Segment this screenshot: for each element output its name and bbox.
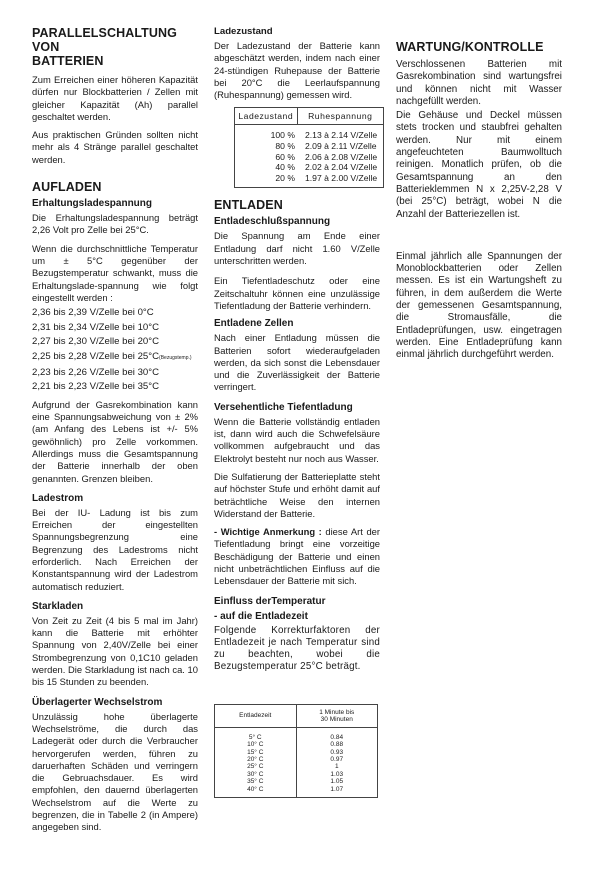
wartung-paragraph-2: Die Gehäuse und Deckel müssen stets trocken und staubfrei gehalten werden. Nur mit einem angefeuchteten Baumwolltuch reinigen. Monatlich prüfen, ob die Gesamtspannung an den Batterieklemmen N x 2,25V-2,28 V (bei 25°C) beträgt, wobei N die Anzahl der Batteriezellen ist.: [396, 110, 562, 220]
tiefentladung-paragraph-2: Die Sulfatierung der Batterieplatte steht auf höchster Stufe und erhöht damit auf beträchtliche Weise den internen Widerstand der Batterie.: [214, 470, 380, 519]
table-row: [235, 152, 384, 163]
table-row: [215, 771, 378, 778]
aufladen-heading: AUFLADEN: [32, 180, 102, 195]
table-cell-temp: 40° C: [215, 786, 297, 798]
table-row: [235, 173, 384, 184]
table-row: [215, 756, 378, 763]
table-cell-voltage: 2.02 à 2.04 V/Zelle: [305, 162, 378, 173]
voltage-item: 2,27 bis 2,30 V/Zelle bei 20°C: [32, 336, 160, 348]
starkladen-paragraph: Von Zeit zu Zeit (4 bis 5 mal im Jahr) kann die Batterie mit erhöhter Spannung von 2,40V/Zelle bei einer Strombegrenzung von 0,1C10 geladen werden. Die Starkladung ist nach ca. 10 bis 15 Stunden zu beenden.: [32, 614, 198, 688]
table-row: [215, 741, 378, 748]
tiefentladung-paragraph-1: Wenn die Batterie vollständig entladen ist, dann wird auch die Schwefelsäure vollkommen aufgebraucht und das Elektrolyt besteht nur noch aus Wasser.: [214, 415, 380, 464]
voltage-item-reference: [32, 350, 198, 366]
table-cell-state: 20 %: [275, 172, 295, 183]
erhaltung-heading: Erhaltungsladespannung: [32, 198, 153, 210]
ladestrom-heading: Ladestrom: [32, 492, 84, 504]
reference-note: (Bezugstemp.): [159, 354, 192, 361]
table-row: [215, 763, 378, 770]
table-row: [235, 141, 384, 152]
temperatur-heading-line1: Einfluss derTemperatur: [214, 595, 326, 607]
table-cell-temp: 10° C: [215, 741, 297, 748]
schluss-heading: Entladeschlußspannung: [214, 216, 331, 228]
table-cell-temp: 25° C: [215, 763, 297, 770]
column-left: [32, 26, 198, 840]
wartung-paragraph-3: Einmal jährlich alle Spannungen der Monoblockbatterien oder Zellen messen. Es ist ein Wartungsheft zu führen, in dem außerdem die Werte der gemessenen Gesamtspannung, die Stromausfälle, die Entladeprüfungen, usw. eingetragen werden. Eine Entladeprüfung kann einmal jährlich durchgeführt werden.: [396, 250, 562, 361]
table-row: [215, 727, 378, 741]
header-duration-line2: 30 Minuten: [320, 715, 353, 723]
erhaltung-paragraph-3: Aufgrund der Gasrekombination kann eine Spannungsabweichung von ± 2% (am Anfang des Lebens ist +/- 5% gewöhnlich) pro Zelle vorkommen. Allerdings muss die Gesamtspannung der Batterie innerhalb der oben genannten. Grenzen bleiben.: [32, 398, 198, 484]
table-cell-factor: 1.05: [330, 778, 344, 786]
parallel-paragraph-1: Zum Erreichen einer höheren Kapazität dürfen nur Blockbatterien / Zellen mit gleicher Kapazität (Ah) parallel geschaltet werden.: [32, 74, 198, 122]
anmerkung-label: - Wichtige Anmerkung :: [214, 526, 322, 538]
table-cell-voltage: 1.97 à 2.00 V/Zelle: [305, 172, 378, 183]
parallel-heading: [32, 26, 198, 68]
entladene-paragraph: Nach einer Entladung müssen die Batterien sofort wiederaufgeladen werden, da sich sonst die Lebensdauer und die Zuverlässigkeit der Batterie verringert.: [214, 332, 380, 393]
table-row: [215, 749, 378, 756]
table-cell-state: 60 %: [275, 151, 295, 162]
table-header-entladezeit: Entladezeit: [215, 704, 297, 727]
voltage-list: [32, 306, 198, 395]
ladezustand-paragraph: Der Ladezustand der Batterie kann abgeschätzt werden, indem nach einer 24-stündigen Ruhepause der Batterie bei 20°C die Leerlaufspannung (Ruhespannung) gemessen wird.: [214, 40, 380, 101]
table-cell-voltage: 2.09 à 2.11 V/Zelle: [305, 141, 377, 152]
tiefentladung-heading: Versehentliche Tiefentladung: [214, 401, 353, 413]
table-header-row: [215, 704, 378, 727]
table-header-duration: [296, 704, 378, 727]
schluss-paragraph-2: Ein Tiefentladeschutz oder eine Zeitschaltuhr können eine unzulässige Tiefentladung der Batterie verhindern.: [214, 275, 380, 311]
table-cell-factor: 0.84: [330, 733, 344, 741]
table-cell-state: 40 %: [275, 162, 295, 173]
table-header-ladezustand: Ladezustand: [235, 108, 298, 125]
table-header-ruhespannung: Ruhespannung: [297, 108, 384, 125]
table-row: [215, 786, 378, 798]
anmerkung-paragraph: [214, 526, 380, 587]
table-cell-temp: 20° C: [215, 756, 297, 763]
table-row: [215, 778, 378, 785]
starkladen-heading: Starkladen: [32, 600, 84, 612]
voltage-item: 2,21 bis 2,23 V/Zelle bei 35°C: [32, 381, 160, 393]
ladestrom-paragraph: Bei der IU- Ladung ist bis zum Erreichen der eingestellten Spannungsbegrenzung eine Begrenzung des Ladestroms nicht erforderlich. Nach Erreichen der Konstantspannung wird der Ladestrom automatisch reduziert.: [32, 506, 198, 592]
erhaltung-paragraph-1: Die Erhaltungsladespannung beträgt 2,26 Volt pro Zelle bei 25°C.: [32, 212, 198, 236]
wartung-heading: WARTUNG/KONTROLLE: [396, 40, 544, 54]
header-duration-line1: 1 Minute bis: [319, 708, 355, 716]
table-cell-temp: 15° C: [215, 749, 297, 756]
wechselstrom-paragraph: Unzulässig hohe überlagerte Wechselströme, die durch das Ladegerät oder durch die Verbraucher hervorgerufen werden, führen zu daruerhaften Schäden und verringern die Gebruachsdauer. Es wird empfohlen, den dauernd überlagerten Wechselstrom auf die Werte zu begrenzen, die in Tabelle 2 (in Ampere) angegeben sind.: [32, 710, 198, 833]
table-cell-temp: 5° C: [215, 727, 297, 741]
table-row: [235, 130, 384, 141]
wartung-paragraph-1: Verschlossenen Batterien mit Gasrekombination sind wartungsfrei und können nicht mit Wasser nachgefüllt werden.: [396, 59, 562, 107]
parallel-paragraph-2: Aus praktischen Gründen sollten nicht mehr als 4 Stränge parallel geschaltet werden.: [32, 129, 198, 165]
table-cell-factor: 0.93: [330, 748, 344, 756]
entladene-heading: Entladene Zellen: [214, 318, 294, 330]
temperatur-paragraph: Folgende Korrekturfaktoren der Entladezeit je nach Temperatur sind zu beachten, wobei die Bezugstemperatur 25°C beträgt.: [214, 624, 380, 673]
table-cell-voltage: 2.13 à 2.14 V/Zelle: [305, 130, 378, 141]
voltage-item: 2,23 bis 2,26 V/Zelle bei 30°C: [32, 366, 160, 378]
wechselstrom-heading: Überlagerter Wechselstrom: [32, 696, 163, 708]
erhaltung-paragraph-2: Wenn die durchschnittliche Temperatur um ± 5°C gegenüber der Bezugstemperatur schwankt, muss die Erhaltungslade-spannung wie folgt eingestellt werden :: [32, 242, 198, 303]
temperature-factor-table: [214, 704, 378, 798]
table-row: [235, 162, 384, 173]
temperatur-heading: [214, 596, 380, 623]
table-cell-temp: 30° C: [215, 771, 297, 778]
table-cell-factor: 1.07: [330, 785, 344, 793]
anmerkung-text: diese Art der Tiefentladung bringt eine vorzeitige Beschädigung der Batterie und einen nicht unbeträchtlichen Einfluss auf die Lebensdauer der Batterie mit sich.: [214, 526, 380, 587]
voltage-item: 2,31 bis 2,34 V/Zelle bei 10°C: [32, 321, 160, 333]
parallel-heading-line1: PARALLELSCHALTUNG VON: [32, 26, 177, 54]
table-cell-factor: 0.97: [330, 755, 344, 763]
table-cell-factor: 1: [334, 763, 339, 771]
table-cell-factor: 0.88: [330, 741, 344, 749]
table-cell-state: 80 %: [275, 141, 295, 152]
charge-state-table: [234, 107, 384, 188]
voltage-item-text: 2,25 bis 2,28 V/Zelle bei 25°C: [32, 350, 160, 362]
column-middle: [214, 26, 380, 798]
temperatur-heading-line2: - auf die Entladezeit: [214, 610, 308, 622]
table-cell-temp: 35° C: [215, 778, 297, 785]
table-cell-voltage: 2.06 à 2.08 V/Zelle: [305, 151, 378, 162]
parallel-heading-line2: BATTERIEN: [32, 54, 104, 68]
table-cell-state: 100 %: [270, 130, 295, 141]
table-header-row: [235, 108, 384, 125]
schluss-paragraph-1: Die Spannung am Ende einer Entladung darf nicht 1.60 V/Zelle unterschritten werden.: [214, 230, 380, 267]
column-right: [396, 40, 562, 368]
ladezustand-heading: Ladezustand: [214, 26, 273, 37]
entladen-heading: ENTLADEN: [214, 198, 283, 213]
table-cell-factor: 1.03: [330, 770, 344, 778]
voltage-item: 2,36 bis 2,39 V/Zelle bei 0°C: [32, 307, 154, 319]
